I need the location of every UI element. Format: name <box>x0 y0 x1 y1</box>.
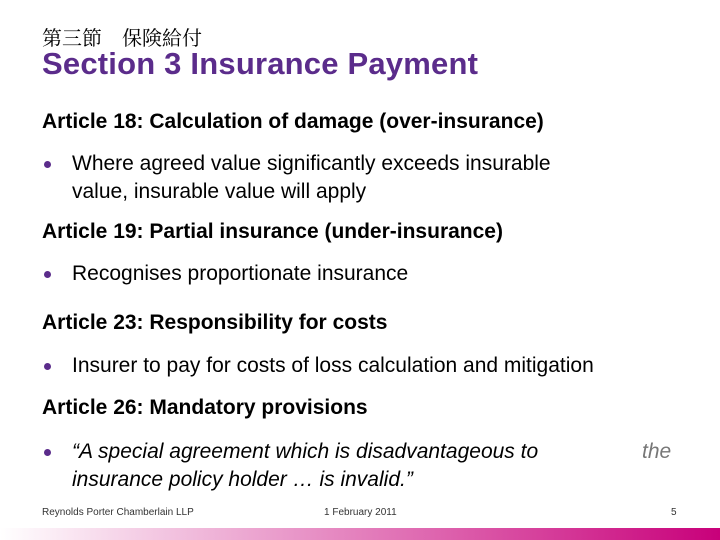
article-26-heading: Article 26: Mandatory provisions <box>42 396 368 419</box>
footer-company: Reynolds Porter Chamberlain LLP <box>42 507 194 518</box>
article-26-bullet-line1: “A special agreement which is disadvantageous to <box>72 440 539 463</box>
article-26-bullet-line1-end: the <box>642 440 672 463</box>
japanese-title: 第三節 保険給付 <box>42 26 202 50</box>
article-26-bullet <box>44 438 684 494</box>
article-18-bullet-line2: value, insurable value will apply <box>72 180 367 203</box>
article-18-heading: Article 18: Calculation of damage (over-insurance) <box>42 110 544 133</box>
article-19-heading: Article 19: Partial insurance (under-insurance) <box>42 220 503 243</box>
bullet-dot-icon <box>44 363 51 370</box>
bullet-dot-icon <box>44 271 51 278</box>
article-18-bullet-line1: Where agreed value significantly exceeds insurable <box>72 152 551 175</box>
article-19-bullet <box>44 260 408 288</box>
article-23-heading: Article 23: Responsibility for costs <box>42 311 388 334</box>
article-26-bullet-line1-wrap <box>72 438 684 466</box>
article-18-bullet <box>44 150 551 206</box>
article-23-bullet-line1: Insurer to pay for costs of loss calculation and mitigation <box>72 354 594 377</box>
article-19-bullet-line1: Recognises proportionate insurance <box>72 262 409 285</box>
footer-date: 1 February 2011 <box>324 507 397 518</box>
bullet-dot-icon <box>44 161 51 168</box>
article-26-bullet-line2: insurance policy holder … is invalid.” <box>72 468 413 491</box>
bullet-dot-icon <box>44 449 51 456</box>
footer-gradient-rule <box>0 528 720 540</box>
article-23-bullet <box>44 352 594 380</box>
page-title: Section 3 Insurance Payment <box>42 46 479 81</box>
footer-page-number: 5 <box>671 507 677 518</box>
